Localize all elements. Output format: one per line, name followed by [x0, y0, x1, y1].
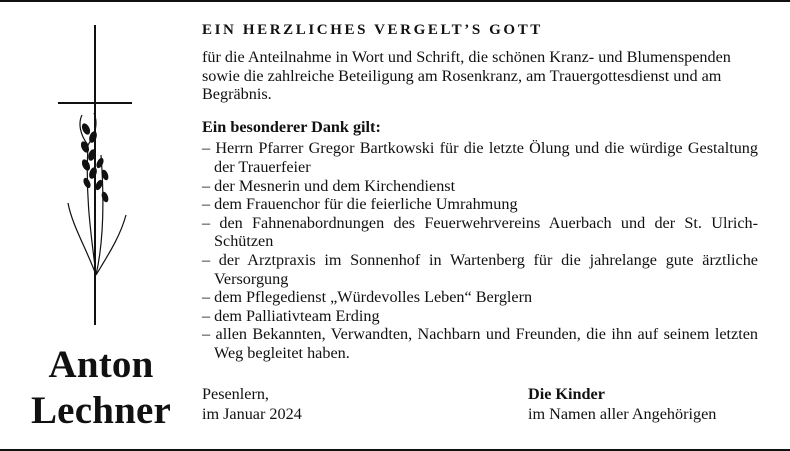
page-title: EIN HERZLICHES VERGELT’S GOTT [202, 22, 543, 38]
place-line: Pesenlern, [202, 385, 269, 403]
signers-title: Die Kinder [528, 385, 605, 403]
place-date [202, 384, 302, 424]
list-item: – allen Bekannten, Verwandten, Nachbarn und Freunden, die ihn auf seinem letzten Weg begleitet haben. [202, 325, 758, 362]
top-rule [0, 0, 790, 2]
intro-paragraph: für die Anteilnahme in Wort und Schrift, die schönen Kranz- und Blumenspenden sowie die zahlreiche Beteiligung am Rosenkranz, am Trauergottesdienst und am Begräbnis. [202, 48, 731, 104]
list-item: – Herrn Pfarrer Gregor Bartkowski für die letzte Ölung und die würdige Gestaltung der Trauerfeier [202, 139, 758, 176]
signature-block [528, 384, 716, 424]
list-item: – der Arztpraxis im Sonnenhof in Wartenberg für die jahrelange gute ärztliche Versorgung [202, 250, 758, 288]
cross-with-wheat-icon [52, 25, 142, 325]
thanks-list [202, 139, 758, 362]
message-body [202, 20, 758, 363]
list-item: – dem Frauenchor für die feierliche Umrahmung [202, 195, 518, 214]
last-name: Lechner [30, 389, 172, 432]
list-item: – der Mesnerin und dem Kirchendienst [202, 176, 456, 195]
special-thanks-heading: Ein besonderer Dank gilt: [202, 117, 381, 136]
list-item: – dem Pflegedienst „Würdevolles Leben“ Berglern [202, 288, 533, 307]
list-item: – den Fahnenabordnungen des Feuerwehrvereins Auerbach und der St. Ulrich-Schützen [202, 213, 758, 251]
signers-subtitle: im Namen aller Angehörigen [528, 405, 717, 423]
date-line: im Januar 2024 [202, 405, 302, 423]
first-name: Anton [48, 343, 154, 386]
deceased-name [16, 342, 186, 434]
list-item: – dem Palliativteam Erding [202, 306, 380, 325]
